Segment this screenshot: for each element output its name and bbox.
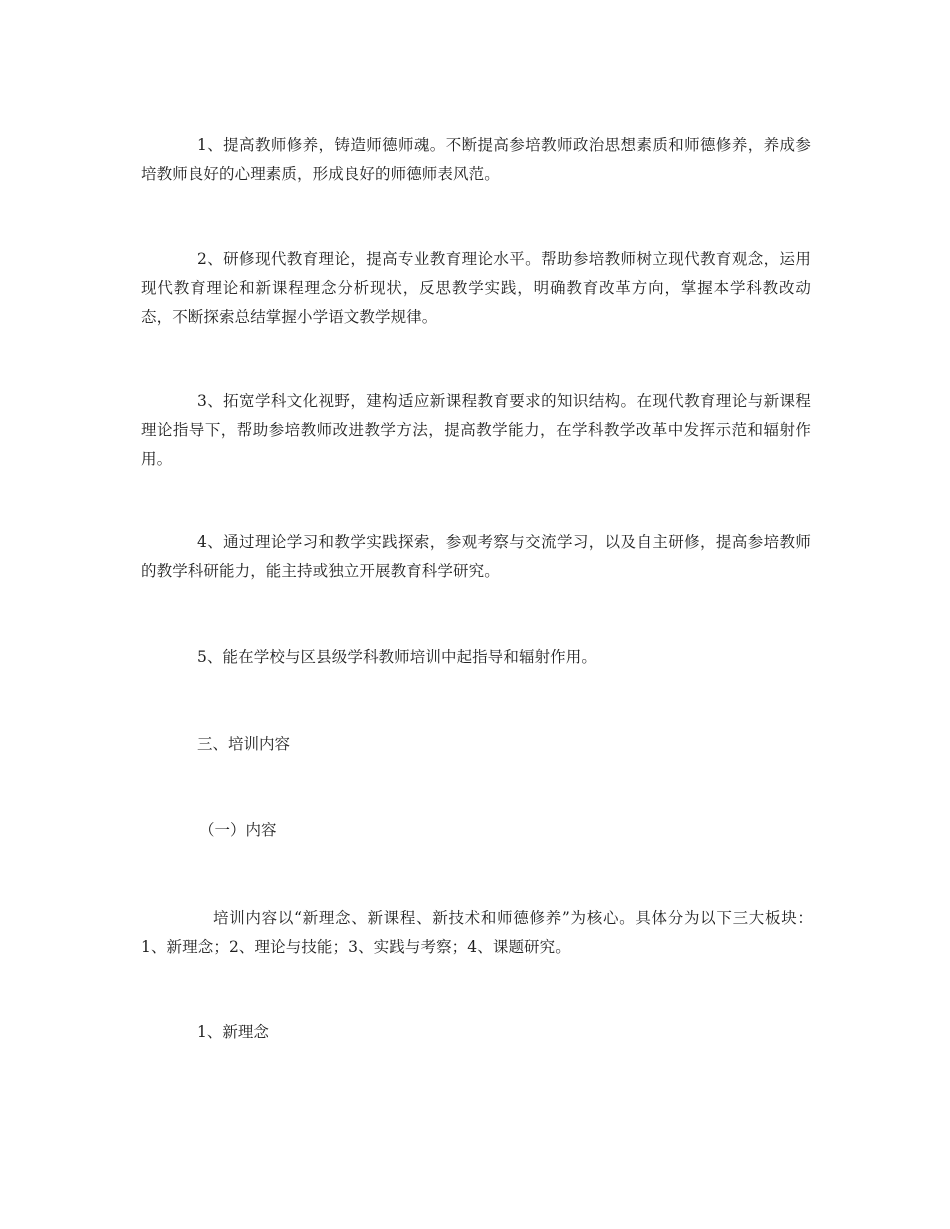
- paragraph-goal-2: 2、研修现代教育理论，提高专业教育理论水平。帮助参培教师树立现代教育观念，运用现代教育理论和新课程理念分析现状，反思教学实践，明确教育改革方向，掌握本学科教改动态，不断探索总结掌握小学语文教学规律。: [141, 250, 811, 326]
- item-heading: 1、新理念: [197, 1023, 269, 1041]
- section-heading: 三、培训内容: [197, 735, 291, 753]
- paragraph-content-overview: 培训内容以“新理念、新课程、新技术和师德修养”为核心。具体分为以下三大板块：1、新理念；2、理论与技能；3、实践与考察；4、课题研究。: [141, 909, 813, 956]
- paragraph-goal-4: 4、通过理论学习和教学实践探索，参观考察与交流学习，以及自主研修，提高参培教师的教学科研能力，能主持或独立开展教育科学研究。: [141, 533, 811, 580]
- paragraph-goal-3: 3、拓宽学科文化视野，建构适应新课程教育要求的知识结构。在现代教育理论与新课程理论指导下，帮助参培教师改进教学方法，提高教学能力，在学科教学改革中发挥示范和辐射作用。: [141, 392, 811, 468]
- paragraph-goal-1: 1、提高教师修养，铸造师德师魂。不断提高参培教师政治思想素质和师德修养，养成参培教师良好的心理素质，形成良好的师德师表风范。: [141, 136, 811, 183]
- paragraph-goal-5: 5、能在学校与区县级学科教师培训中起指导和辐射作用。: [197, 648, 597, 666]
- subsection-heading: （一）内容: [199, 821, 277, 839]
